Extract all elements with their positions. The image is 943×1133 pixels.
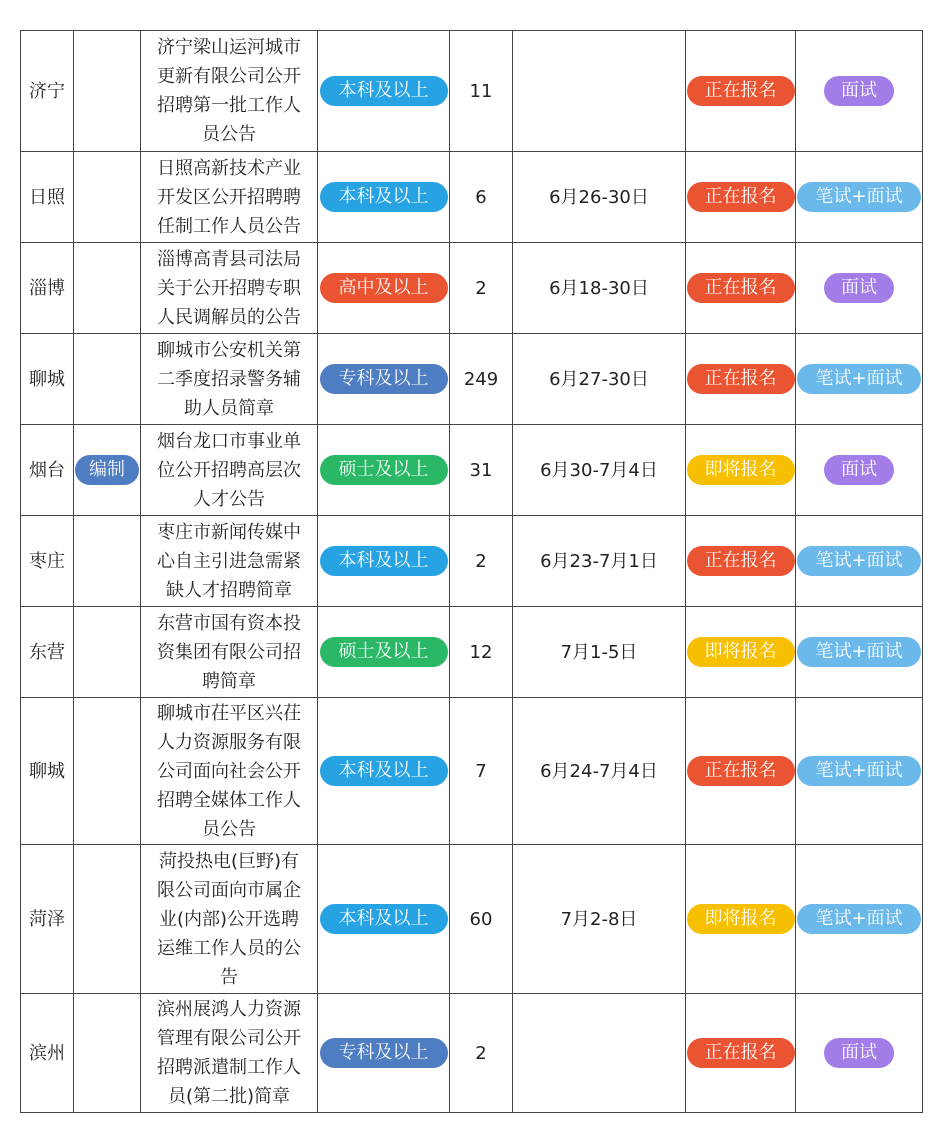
tag-cell	[74, 31, 141, 152]
status-cell	[686, 994, 796, 1113]
announcement-title-line[interactable]: 招聘第一批工作人	[157, 95, 301, 116]
exam-method-badge: 笔试+面试	[797, 364, 921, 394]
headcount-value: 2	[475, 550, 487, 572]
date-cell	[513, 152, 686, 243]
tag-cell	[74, 425, 141, 516]
title-cell	[141, 698, 318, 845]
announcement-title-line[interactable]: 管理有限公司公开	[157, 1028, 301, 1049]
status-badge: 正在报名	[687, 76, 795, 106]
table-row	[21, 516, 923, 607]
city-cell	[21, 607, 74, 698]
status-cell	[686, 698, 796, 845]
exam-method-badge: 面试	[824, 76, 894, 106]
education-badge: 高中及以上	[320, 273, 448, 303]
date-cell	[513, 31, 686, 152]
table-row	[21, 334, 923, 425]
exam-method-badge: 笔试+面试	[797, 546, 921, 576]
announcement-title-line[interactable]: 聊城市公安机关第	[157, 339, 301, 361]
education-badge: 专科及以上	[320, 1038, 448, 1068]
announcement-title-line[interactable]: 聊城市茌平区兴茌	[157, 702, 301, 724]
tag-cell	[74, 698, 141, 845]
date-cell	[513, 698, 686, 845]
status-cell	[686, 845, 796, 994]
city-cell	[21, 994, 74, 1113]
title-cell	[141, 152, 318, 243]
tag-cell	[74, 845, 141, 994]
city-label: 烟台	[29, 459, 65, 481]
headcount-cell	[450, 845, 513, 994]
announcement-title-line[interactable]: 限公司面向市属企	[157, 879, 301, 901]
method-cell	[796, 243, 923, 334]
method-cell	[796, 152, 923, 243]
announcement-title-line[interactable]: 公司面向社会公开	[157, 760, 301, 782]
tag-badge: 编制	[75, 455, 139, 485]
announcement-title-line[interactable]: 缺人才招聘简章	[166, 579, 292, 601]
city-label: 淄博	[29, 277, 65, 299]
announcement-title-line[interactable]: 员(第二批)简章	[167, 1086, 291, 1107]
announcement-title-line[interactable]: 人才公告	[193, 488, 265, 510]
title-cell	[141, 516, 318, 607]
headcount-value: 11	[469, 80, 493, 102]
education-badge: 专科及以上	[320, 364, 448, 394]
education-badge: 本科及以上	[320, 756, 448, 786]
announcement-title-line[interactable]: 聘简章	[202, 670, 256, 692]
headcount-cell	[450, 243, 513, 334]
status-cell	[686, 425, 796, 516]
date-cell	[513, 845, 686, 994]
exam-method-badge: 面试	[824, 455, 894, 485]
headcount-value: 6	[475, 186, 487, 208]
city-label: 菏泽	[29, 908, 65, 930]
announcement-title-line[interactable]: 心自主引进急需紧	[157, 550, 301, 572]
announcement-title-line[interactable]: 运维工作人员的公	[157, 937, 301, 959]
table-row	[21, 243, 923, 334]
status-badge: 即将报名	[687, 637, 795, 667]
headcount-value: 249	[463, 368, 499, 390]
headcount-cell	[450, 334, 513, 425]
method-cell	[796, 334, 923, 425]
headcount-cell	[450, 516, 513, 607]
city-label: 济宁	[29, 80, 65, 102]
education-cell	[318, 334, 450, 425]
announcement-title-line[interactable]: 员公告	[202, 818, 256, 840]
method-cell	[796, 516, 923, 607]
status-cell	[686, 516, 796, 607]
exam-method-badge: 笔试+面试	[797, 904, 921, 934]
city-cell	[21, 425, 74, 516]
status-badge: 正在报名	[687, 273, 795, 303]
city-label: 日照	[29, 186, 65, 208]
tag-cell	[74, 334, 141, 425]
announcement-title-line[interactable]: 招聘全媒体工作人	[157, 789, 301, 811]
headcount-value: 12	[469, 641, 493, 663]
exam-method-badge: 笔试+面试	[797, 637, 921, 667]
title-cell	[141, 31, 318, 152]
announcement-title-line[interactable]: 业(内部)公开选聘	[158, 908, 300, 930]
method-cell	[796, 31, 923, 152]
announcement-title-line[interactable]: 更新有限公司公开	[157, 66, 301, 87]
education-cell	[318, 152, 450, 243]
registration-date: 6月26-30日	[549, 186, 649, 208]
status-badge: 正在报名	[687, 546, 795, 576]
jobs-table-body	[21, 31, 923, 1113]
education-cell	[318, 31, 450, 152]
tag-cell	[74, 994, 141, 1113]
city-cell	[21, 243, 74, 334]
announcement-title-line[interactable]: 任制工作人员公告	[157, 215, 301, 237]
headcount-value: 60	[469, 908, 493, 930]
table-row	[21, 845, 923, 994]
date-cell	[513, 425, 686, 516]
education-cell	[318, 845, 450, 994]
announcement-title-line[interactable]: 济宁梁山运河城市	[157, 37, 301, 58]
city-label: 枣庄	[29, 550, 65, 572]
tag-cell	[74, 152, 141, 243]
city-label: 聊城	[29, 368, 65, 390]
announcement-title-line[interactable]: 日照高新技术产业	[157, 157, 301, 179]
registration-date: 6月18-30日	[549, 277, 649, 299]
tag-cell	[74, 243, 141, 334]
announcement-title-line[interactable]: 位公开招聘高层次	[157, 459, 301, 481]
table-row	[21, 607, 923, 698]
status-cell	[686, 334, 796, 425]
registration-date: 7月2-8日	[560, 908, 638, 930]
headcount-value: 2	[475, 1042, 487, 1064]
headcount-cell	[450, 698, 513, 845]
education-cell	[318, 994, 450, 1113]
title-cell	[141, 845, 318, 994]
city-label: 滨州	[29, 1042, 65, 1064]
city-cell	[21, 845, 74, 994]
date-cell	[513, 994, 686, 1113]
status-cell	[686, 152, 796, 243]
date-cell	[513, 243, 686, 334]
headcount-value: 7	[475, 760, 487, 782]
headcount-cell	[450, 425, 513, 516]
table-row	[21, 152, 923, 243]
education-badge: 本科及以上	[320, 76, 448, 106]
exam-method-badge: 笔试+面试	[797, 182, 921, 212]
education-cell	[318, 425, 450, 516]
education-cell	[318, 607, 450, 698]
tag-cell	[74, 516, 141, 607]
announcement-title-line[interactable]: 烟台龙口市事业单	[157, 430, 301, 452]
status-cell	[686, 31, 796, 152]
education-cell	[318, 243, 450, 334]
title-cell	[141, 243, 318, 334]
announcement-title-line[interactable]: 人力资源服务有限	[157, 731, 301, 753]
status-badge: 即将报名	[687, 904, 795, 934]
city-cell	[21, 334, 74, 425]
status-badge: 正在报名	[687, 756, 795, 786]
table-row	[21, 698, 923, 845]
registration-date: 6月23-7月1日	[540, 550, 658, 572]
city-label: 聊城	[29, 760, 65, 782]
announcement-title-line[interactable]: 招聘派遣制工作人	[157, 1057, 301, 1078]
education-cell	[318, 516, 450, 607]
exam-method-badge: 面试	[824, 273, 894, 303]
jobs-table	[20, 30, 923, 1113]
headcount-value: 31	[469, 459, 493, 481]
method-cell	[796, 607, 923, 698]
registration-date: 6月27-30日	[549, 368, 649, 390]
city-cell	[21, 698, 74, 845]
education-badge: 硕士及以上	[320, 455, 448, 485]
status-badge: 即将报名	[687, 455, 795, 485]
headcount-cell	[450, 994, 513, 1113]
table-row	[21, 31, 923, 152]
date-cell	[513, 607, 686, 698]
city-label: 东营	[29, 641, 65, 663]
status-cell	[686, 607, 796, 698]
title-cell	[141, 334, 318, 425]
table-row	[21, 425, 923, 516]
announcement-title-line[interactable]: 二季度招录警务辅	[157, 368, 301, 390]
registration-date: 6月30-7月4日	[540, 459, 658, 481]
headcount-cell	[450, 152, 513, 243]
education-badge: 本科及以上	[320, 904, 448, 934]
headcount-cell	[450, 31, 513, 152]
education-cell	[318, 698, 450, 845]
title-cell	[141, 994, 318, 1113]
announcement-title-line[interactable]: 员公告	[202, 124, 256, 145]
status-badge: 正在报名	[687, 1038, 795, 1068]
announcement-title-line[interactable]: 淄博高青县司法局	[157, 248, 301, 270]
registration-date: 7月1-5日	[560, 641, 638, 663]
announcement-title-line[interactable]: 枣庄市新闻传媒中	[157, 521, 301, 543]
title-cell	[141, 425, 318, 516]
education-badge: 硕士及以上	[320, 637, 448, 667]
method-cell	[796, 425, 923, 516]
city-cell	[21, 516, 74, 607]
registration-date: 6月24-7月4日	[540, 760, 658, 782]
method-cell	[796, 845, 923, 994]
status-badge: 正在报名	[687, 182, 795, 212]
announcement-title-line[interactable]: 人民调解员的公告	[157, 306, 301, 328]
announcement-title-line[interactable]: 滨州展鸿人力资源	[157, 999, 301, 1020]
announcement-title-line[interactable]: 告	[220, 966, 238, 988]
city-cell	[21, 31, 74, 152]
city-cell	[21, 152, 74, 243]
date-cell	[513, 516, 686, 607]
status-badge: 正在报名	[687, 364, 795, 394]
announcement-title-line[interactable]: 菏投热电(巨野)有	[158, 850, 300, 872]
announcement-title-line[interactable]: 开发区公开招聘聘	[157, 186, 301, 208]
education-badge: 本科及以上	[320, 182, 448, 212]
exam-method-badge: 面试	[824, 1038, 894, 1068]
title-cell	[141, 607, 318, 698]
status-cell	[686, 243, 796, 334]
headcount-cell	[450, 607, 513, 698]
announcement-title-line[interactable]: 助人员简章	[184, 397, 274, 419]
method-cell	[796, 698, 923, 845]
exam-method-badge: 笔试+面试	[797, 756, 921, 786]
announcement-title-line[interactable]: 东营市国有资本投	[157, 612, 301, 634]
table-row	[21, 994, 923, 1113]
method-cell	[796, 994, 923, 1113]
tag-cell	[74, 607, 141, 698]
date-cell	[513, 334, 686, 425]
announcement-title-line[interactable]: 资集团有限公司招	[157, 641, 301, 663]
education-badge: 本科及以上	[320, 546, 448, 576]
headcount-value: 2	[475, 277, 487, 299]
announcement-title-line[interactable]: 关于公开招聘专职	[157, 277, 301, 299]
